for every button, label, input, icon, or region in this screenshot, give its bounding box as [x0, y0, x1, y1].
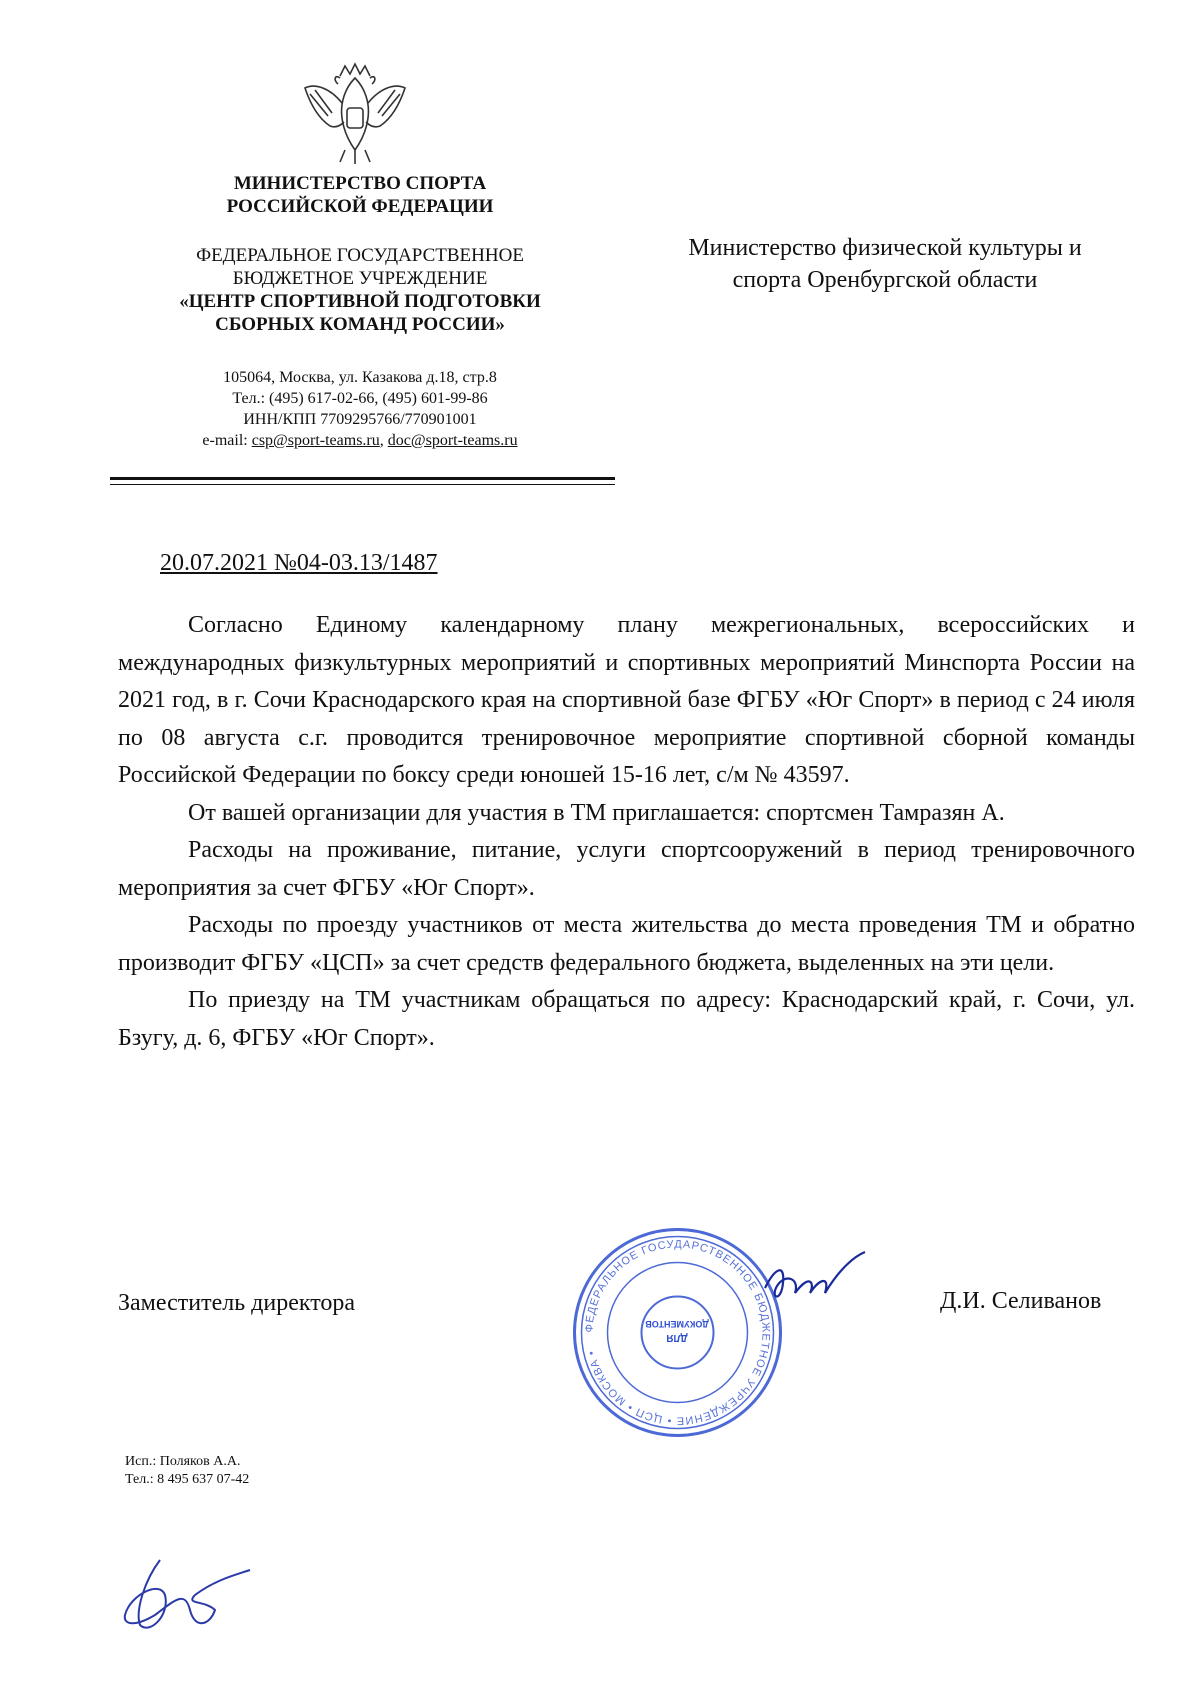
executor-name: Исп.: Поляков А.А. — [125, 1454, 241, 1469]
paragraph: Согласно Единому календарному плану межрегиональных, всероссийских и международных физкультурных мероприятий и спортивных мероприятий Минспорта России на 2021 год, в г. Сочи Краснодарского края на спортивной базе ФГБУ «Юг Спорт» в период с 24 июля по 08 августа с.г. проводится тренировочное мероприятие спортивной сборной команды Российской Федерации по боксу среди юношей 15-16 лет, с/м № 43597. — [118, 612, 1135, 788]
org-line: «ЦЕНТР СПОРТИВНОЙ ПОДГОТОВКИ — [179, 291, 541, 312]
registration-number: 20.07.2021 №04-03.13/1487 — [160, 550, 438, 576]
email-label: e-mail: — [202, 432, 252, 449]
phone: Тел.: (495) 617-02-66, (495) 601-99-86 — [232, 390, 488, 407]
coat-of-arms-emblem-icon — [300, 58, 410, 168]
inn-kpp: ИНН/КПП 7709295766/770901001 — [243, 411, 477, 428]
email-line — [130, 430, 590, 451]
header-divider — [110, 477, 615, 480]
org-line: СБОРНЫХ КОМАНД РОССИИ» — [215, 314, 505, 335]
address: 105064, Москва, ул. Казакова д.18, стр.8 — [223, 369, 497, 386]
ministry-name — [130, 172, 590, 218]
ministry-line: МИНИСТЕРСТВО СПОРТА — [233, 173, 487, 194]
executor-info — [125, 1453, 249, 1489]
email-link-csp[interactable]: csp@sport-teams.ru — [251, 432, 380, 449]
director-signature-icon — [755, 1248, 875, 1318]
initials-signature-icon — [115, 1555, 255, 1640]
org-line: БЮДЖЕТНОЕ УЧРЕЖДЕНИЕ — [232, 268, 488, 289]
letter-body — [118, 607, 1135, 1057]
paragraph: Расходы по проезду участников от места жительства до места проведения ТМ и обратно производит ФГБУ «ЦСП» за счет средств федерального бюджета, выделенных на эти цели. — [118, 912, 1135, 976]
org-line: ФЕДЕРАЛЬНОЕ ГОСУДАРСТВЕННОЕ — [196, 245, 524, 266]
paragraph: От вашей организации для участия в ТМ приглашается: спортсмен Тамразян А. — [188, 799, 1005, 826]
recipient-line: Министерство физической культуры и — [688, 235, 1082, 261]
recipient — [640, 232, 1130, 296]
executor-phone: Тел.: 8 495 637 07-42 — [125, 1472, 250, 1487]
header-divider-thin — [110, 484, 615, 485]
ministry-line: РОССИЙСКОЙ ФЕДЕРАЦИИ — [226, 196, 494, 217]
organization-name — [130, 244, 590, 336]
signatory-name: Д.И. Селиванов — [940, 1288, 1102, 1314]
signatory-title: Заместитель директора — [118, 1290, 356, 1316]
svg-text:ДЛЯ: ДЛЯ — [666, 1332, 688, 1343]
email-separator: , — [379, 432, 388, 449]
svg-text:ДОКУМЕНТОВ: ДОКУМЕНТОВ — [645, 1319, 709, 1329]
email-link-doc[interactable]: doc@sport-teams.ru — [387, 432, 518, 449]
paragraph: Расходы на проживание, питание, услуги спортсооружений в период тренировочного мероприятия за счет ФГБУ «Юг Спорт». — [118, 837, 1135, 901]
official-stamp-icon — [570, 1225, 785, 1440]
recipient-line: спорта Оренбургской области — [732, 267, 1038, 293]
svg-text:ФЕДЕРАЛЬНОЕ ГОСУДАРСТВЕННОЕ БЮ: ФЕДЕРАЛЬНОЕ ГОСУДАРСТВЕННОЕ БЮДЖЕТНОЕ УЧРЕЖДЕНИЕ • ЦСП • МОСКВА • — [583, 1238, 772, 1427]
organization-contacts — [130, 367, 590, 451]
paragraph: По приезду на ТМ участникам обращаться по адресу: Краснодарский край, г. Сочи, ул. Бзугу, д. 6, ФГБУ «Юг Спорт». — [118, 987, 1135, 1051]
